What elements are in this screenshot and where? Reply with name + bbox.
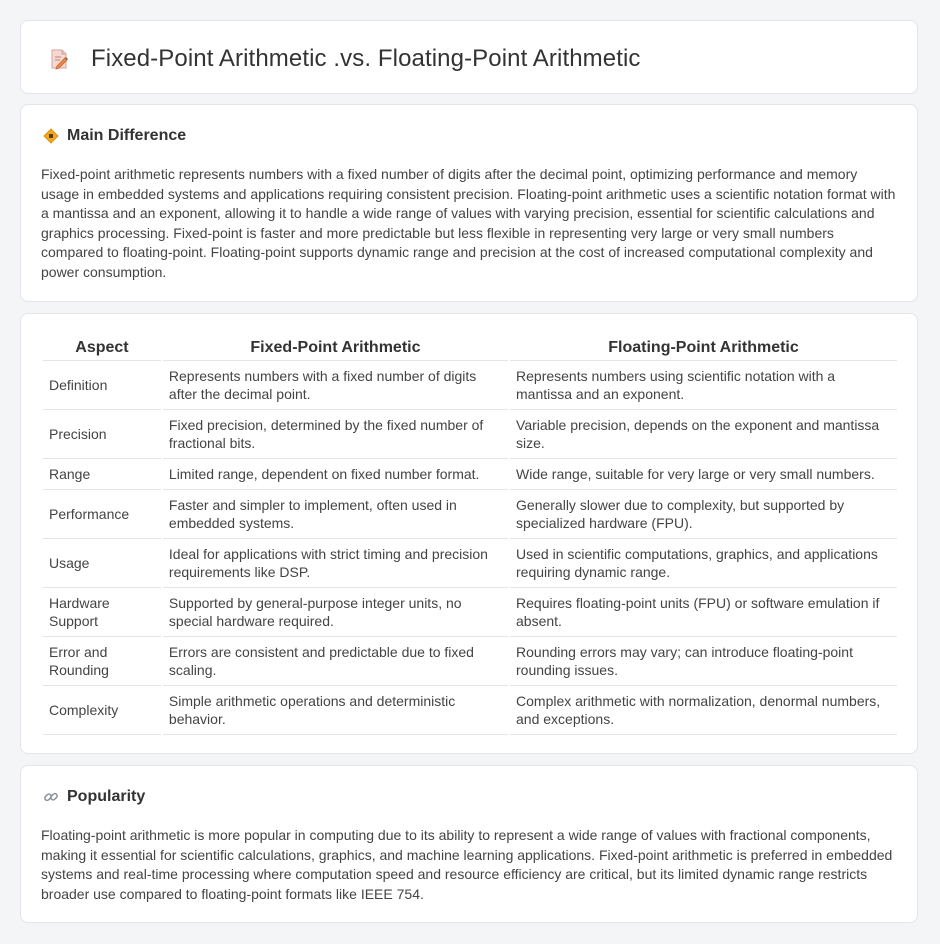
aspect-cell: Range bbox=[43, 459, 161, 490]
aspect-cell: Definition bbox=[43, 361, 161, 410]
table-row bbox=[43, 410, 897, 459]
diamond-sign-icon bbox=[43, 128, 59, 144]
document-edit-icon bbox=[47, 47, 71, 71]
table-row bbox=[43, 637, 897, 686]
column-header: Fixed-Point Arithmetic bbox=[163, 334, 508, 361]
aspect-cell: Complexity bbox=[43, 686, 161, 735]
link-icon bbox=[43, 789, 59, 805]
table-row bbox=[43, 686, 897, 735]
fixed-point-cell: Fixed precision, determined by the fixed number of fractional bits. bbox=[163, 410, 508, 459]
main-difference-card bbox=[20, 104, 918, 302]
main-difference-text: Fixed-point arithmetic represents numbers with a fixed number of digits after the decimal point, optimizing performance and memory usage in embedded systems and applications requiring consistent precision. Floating-point arithmetic uses a scientific notation format with a mantissa and an exponent, allowing it to handle a wide range of values with varying precision, essential for scientific calculations and graphics processing. Fixed-point is faster and more predictable but less flexible in representing very large or very small numbers compared to floating-point. Floating-point supports dynamic range and precision at the cost of increased computational complexity and power consumption. bbox=[41, 166, 896, 280]
aspect-cell: Usage bbox=[43, 539, 161, 588]
comparison-table bbox=[41, 334, 899, 735]
popularity-text: Floating-point arithmetic is more popular in computing due to its ability to represent a wide range of values with fractional components, making it essential for scientific calculations, graphics, and machine learning applications. Fixed-point arithmetic is preferred in embedded systems and real-time processing where computation speed and resource efficiency are critical, but its limited dynamic range restricts broader use compared to floating-point formats like IEEE 754. bbox=[41, 827, 893, 902]
main-difference-heading: Main Difference bbox=[67, 127, 187, 144]
fixed-point-cell: Faster and simpler to implement, often used in embedded systems. bbox=[163, 490, 508, 539]
column-header: Floating-Point Arithmetic bbox=[510, 334, 897, 361]
fixed-point-cell: Limited range, dependent on fixed number format. bbox=[163, 459, 508, 490]
fixed-point-cell: Represents numbers with a fixed number of digits after the decimal point. bbox=[163, 361, 508, 410]
fixed-point-cell: Supported by general-purpose integer units, no special hardware required. bbox=[163, 588, 508, 637]
aspect-cell: Hardware Support bbox=[43, 588, 161, 637]
table-row bbox=[43, 459, 897, 490]
fixed-point-cell: Errors are consistent and predictable due to fixed scaling. bbox=[163, 637, 508, 686]
floating-point-cell: Rounding errors may vary; can introduce floating-point rounding issues. bbox=[510, 637, 897, 686]
title-card bbox=[20, 20, 918, 94]
floating-point-cell: Variable precision, depends on the exponent and mantissa size. bbox=[510, 410, 897, 459]
popularity-card bbox=[20, 765, 918, 923]
floating-point-cell: Complex arithmetic with normalization, denormal numbers, and exceptions. bbox=[510, 686, 897, 735]
floating-point-cell: Represents numbers using scientific notation with a mantissa and an exponent. bbox=[510, 361, 897, 410]
page-title: Fixed-Point Arithmetic .vs. Floating-Point Arithmetic bbox=[91, 45, 641, 72]
floating-point-cell: Requires floating-point units (FPU) or software emulation if absent. bbox=[510, 588, 897, 637]
table-row bbox=[43, 539, 897, 588]
floating-point-cell: Used in scientific computations, graphics, and applications requiring dynamic range. bbox=[510, 539, 897, 588]
column-header: Aspect bbox=[43, 334, 161, 361]
table-row bbox=[43, 490, 897, 539]
floating-point-cell: Generally slower due to complexity, but supported by specialized hardware (FPU). bbox=[510, 490, 897, 539]
fixed-point-cell: Ideal for applications with strict timing and precision requirements like DSP. bbox=[163, 539, 508, 588]
floating-point-cell: Wide range, suitable for very large or very small numbers. bbox=[510, 459, 897, 490]
aspect-cell: Error and Rounding bbox=[43, 637, 161, 686]
comparison-card bbox=[20, 313, 918, 754]
popularity-heading: Popularity bbox=[67, 788, 146, 805]
table-row bbox=[43, 588, 897, 637]
table-row bbox=[43, 361, 897, 410]
aspect-cell: Performance bbox=[43, 490, 161, 539]
aspect-cell: Precision bbox=[43, 410, 161, 459]
table-header-row bbox=[43, 334, 897, 361]
fixed-point-cell: Simple arithmetic operations and deterministic behavior. bbox=[163, 686, 508, 735]
